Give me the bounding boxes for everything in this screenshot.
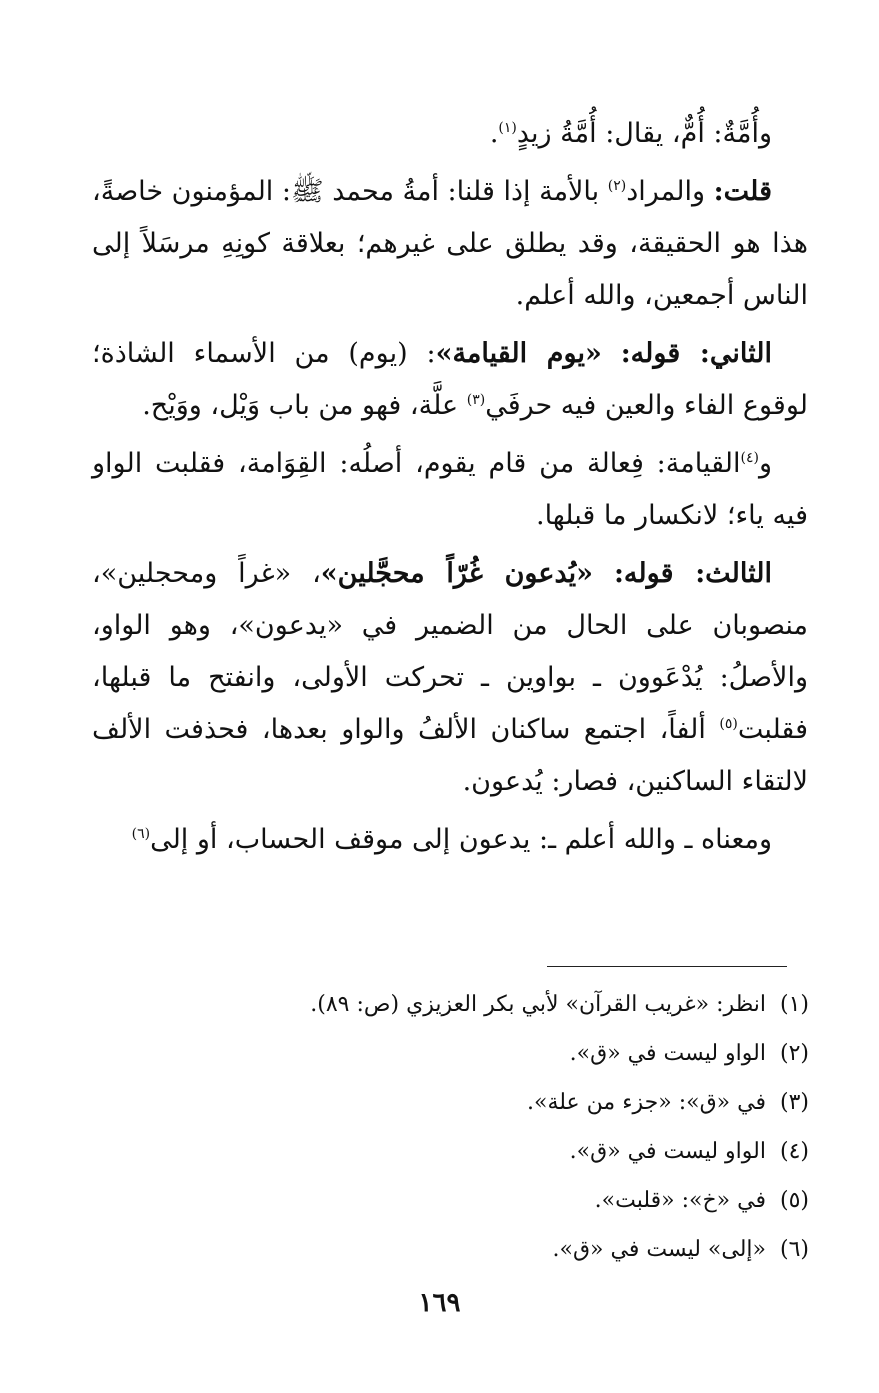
quoted-phrase: «يُدعون غُرّاً محجَّلين» <box>320 558 594 589</box>
footnote-text: الواو ليست في «ق». <box>569 1139 766 1164</box>
text-run: و <box>758 448 772 479</box>
footnote <box>93 1176 809 1225</box>
footnote <box>93 1078 809 1127</box>
footnote-divider <box>547 966 787 967</box>
footnote-marker: (٢) <box>607 178 627 194</box>
footnote-text: في «خ»: «قلبت». <box>594 1188 766 1213</box>
text-run: والمراد <box>626 176 714 207</box>
footnote-number: (١) <box>779 992 809 1017</box>
footnote-text: انظر: «غريب القرآن» لأبي بكر العزيزي (ص: ٨٩). <box>310 992 766 1017</box>
footnote-number: (٦) <box>779 1237 809 1262</box>
page-number: ١٦٩ <box>418 1288 461 1318</box>
paragraph <box>92 166 808 322</box>
footnote-number: (٣) <box>779 1090 809 1115</box>
text-run <box>602 338 621 369</box>
footnote-text: «إلى» ليست في «ق». <box>552 1237 766 1262</box>
text-run: ومعناه ـ والله أعلم ـ: يدعون إلى موقف الحساب، أو إلى <box>150 824 772 855</box>
paragraph <box>92 328 808 432</box>
footnote <box>93 1225 809 1274</box>
quoted-phrase: «يوم القيامة» <box>435 338 602 369</box>
footnote-marker: (٣) <box>466 392 486 408</box>
paragraph-lead: قلت: <box>713 176 772 207</box>
footnote <box>93 980 809 1029</box>
text-run: . <box>489 118 499 149</box>
footnote <box>93 1127 809 1176</box>
footnote-text: الواو ليست في «ق». <box>569 1041 766 1066</box>
footnote-number: (٢) <box>779 1041 809 1066</box>
footnote-marker: (٤) <box>740 450 759 466</box>
footnote-number: (٤) <box>779 1139 809 1164</box>
text-run: ، «غراً ومحجلين»، منصوبان على الحال من الضمير في «يدعون»، وهو الواو، والأصلُ: يُدْعَوون ـ بواوين ـ تحركت الأولى، وانفتح ما قبلها، فقلبت <box>92 558 808 745</box>
paragraph <box>92 438 808 542</box>
paragraph <box>92 814 808 866</box>
footnote-number: (٥) <box>779 1188 809 1213</box>
text-run: بالأمة إذا قلنا: أمةُ محمد ﷺ: المؤمنون خاصةً، هذا هو الحقيقة، وقد يطلق على غيرهم؛ بعلاقة كونِهِ مرسَلاً إلى الناس أجمعين، والله أعلم. <box>92 176 808 311</box>
text-run: : (يوم) من الأسماء الشاذة؛ لوقوع الفاء والعين فيه حرفَي <box>92 338 808 421</box>
paragraph-lead: الثالث: قوله: <box>613 558 773 589</box>
text-run: علَّة، فهو من باب وَيْل، ووَيْح. <box>142 390 467 421</box>
footnotes-list <box>93 980 809 1274</box>
footnote <box>93 1029 809 1078</box>
text-run: القيامة: فِعالة من قام يقوم، أصلُه: القِوَامة، فقلبت الواو فيه ياء؛ لانكسار ما قبلها. <box>92 448 808 531</box>
footnote-marker: (١) <box>498 120 517 136</box>
footnote-text: في «ق»: «جزء من علة». <box>527 1090 766 1115</box>
paragraph-lead: الثاني: قوله: <box>620 338 772 369</box>
footnote-marker: (٦) <box>131 826 151 842</box>
text-run: ألفاً، اجتمع ساكنان الألفُ والواو بعدها، فحذفت الألف لالتقاء الساكنين، فصار: يُدعون. <box>92 714 808 797</box>
text-run <box>593 558 614 589</box>
main-text <box>92 108 808 872</box>
paragraph <box>92 548 808 808</box>
footnote-marker: (٥) <box>719 716 738 732</box>
text-run: وأُمَّةٌ: أُمٌّ، يقال: أُمَّةُ زيدٍ <box>516 118 772 149</box>
paragraph <box>92 108 808 160</box>
